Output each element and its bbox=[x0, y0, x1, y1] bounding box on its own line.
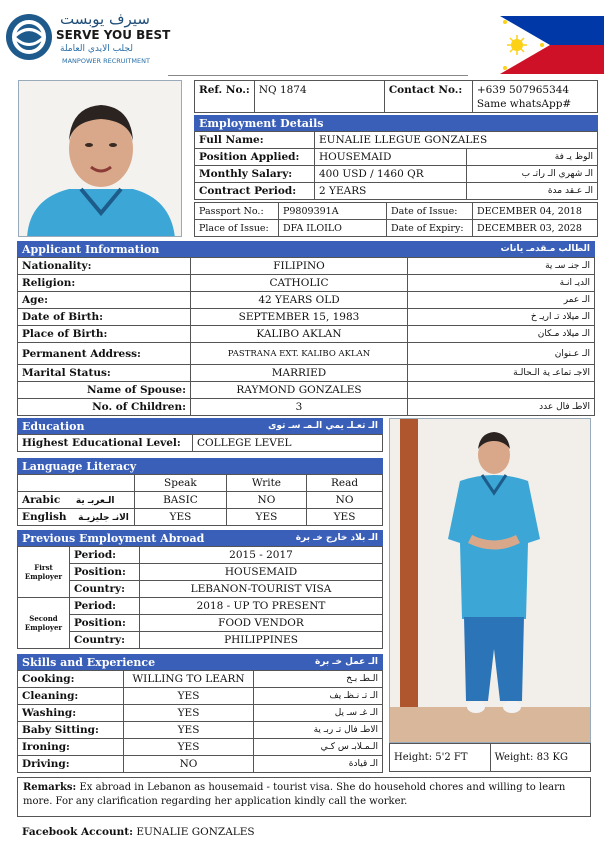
pob-arabic: الـ ميلاد مـكان bbox=[408, 326, 595, 343]
education-header bbox=[17, 418, 383, 434]
header-divider bbox=[168, 75, 468, 76]
issue-date-label: Date of Issue: bbox=[387, 203, 473, 220]
facebook-line bbox=[22, 826, 255, 838]
first-country-label: Country: bbox=[70, 581, 140, 598]
issue-place-label: Place of Issue: bbox=[195, 220, 279, 237]
position-label: Position Applied: bbox=[195, 149, 315, 166]
cooking-value: WILLING TO LEARN bbox=[124, 671, 254, 688]
cleaning-label: Cleaning: bbox=[18, 688, 124, 705]
arabic-speak: BASIC bbox=[135, 492, 227, 509]
remarks-text: Ex abroad in Lebanon as housemaid - tourist visa. She do household chores and willing to learn more. For any clarification regarding her application kindly call the worker. bbox=[23, 782, 566, 807]
english-lang-arabic: الانـ جليزيـة bbox=[78, 513, 129, 523]
ironing-arabic: الـمـلابـ س كـي bbox=[254, 739, 383, 756]
company-logo bbox=[4, 12, 54, 62]
cooking-arabic: الـطـ بـخ bbox=[254, 671, 383, 688]
employment-details-header bbox=[194, 115, 598, 131]
employment-details-title: Employment Details bbox=[199, 116, 324, 130]
weight-value: Weight: 83 KG bbox=[490, 744, 590, 772]
contract-arabic: الـ عـقد مدة bbox=[467, 183, 598, 200]
ironing-label: Ironing: bbox=[18, 739, 124, 756]
address-arabic: الـ عـنوان bbox=[408, 343, 595, 365]
children-arabic: الاطـ فال عدد bbox=[408, 399, 595, 416]
contact-number: +639 507965344 bbox=[476, 84, 570, 96]
second-country-label: Country: bbox=[70, 632, 140, 649]
brand-arabic-name: سيرف يوبست bbox=[60, 10, 150, 28]
language-table bbox=[17, 474, 383, 526]
education-title: Education bbox=[22, 419, 85, 433]
skills-header bbox=[17, 654, 383, 670]
applicant-info-table bbox=[17, 257, 595, 416]
english-read: YES bbox=[307, 509, 383, 526]
english-lang-label: English bbox=[22, 511, 67, 523]
speak-header: Speak bbox=[135, 475, 227, 492]
expiry-label: Date of Expiry: bbox=[387, 220, 473, 237]
previous-employment-table bbox=[17, 546, 383, 649]
applicant-info-header bbox=[17, 241, 595, 257]
facebook-label: Facebook Account: bbox=[22, 826, 133, 838]
first-employer-tag: First Employer bbox=[18, 547, 70, 598]
children-label: No. of Children: bbox=[18, 399, 191, 416]
contract-value: 2 YEARS bbox=[315, 183, 467, 200]
salary-value: 400 USD / 1460 QR bbox=[315, 166, 467, 183]
arabic-write: NO bbox=[226, 492, 306, 509]
full-name-value: EUNALIE LLEGUE GONZALES bbox=[315, 132, 598, 149]
nationality-arabic: الـ جنـ سـ ية bbox=[408, 258, 595, 275]
babysitting-label: Baby Sitting: bbox=[18, 722, 124, 739]
passport-label: Passport No.: bbox=[195, 203, 279, 220]
brand-sub: MANPOWER RECRUITMENT bbox=[62, 57, 150, 65]
first-country-value: LEBANON-TOURIST VISA bbox=[140, 581, 383, 598]
first-position-label: Position: bbox=[70, 564, 140, 581]
cleaning-arabic: الـ تـ نـظـ يف bbox=[254, 688, 383, 705]
skills-title: Skills and Experience bbox=[22, 655, 156, 669]
second-position-label: Position: bbox=[70, 615, 140, 632]
washing-arabic: الـ غـ سـ يل bbox=[254, 705, 383, 722]
education-table bbox=[17, 434, 383, 452]
driving-label: Driving: bbox=[18, 756, 124, 773]
full-name-label: Full Name: bbox=[195, 132, 315, 149]
education-title-arabic: الـ تعـلـ يمي الـمـ سـ توى bbox=[268, 421, 378, 431]
ironing-value: YES bbox=[124, 739, 254, 756]
applicant-photo-full-body bbox=[389, 418, 591, 743]
cooking-label: Cooking: bbox=[18, 671, 124, 688]
salary-arabic: الـ شهري الـ راتـ ب bbox=[467, 166, 598, 183]
second-period-value: 2018 - UP TO PRESENT bbox=[140, 598, 383, 615]
philippines-flag bbox=[500, 16, 604, 74]
read-header: Read bbox=[307, 475, 383, 492]
education-value: COLLEGE LEVEL bbox=[193, 435, 383, 452]
height-value: Height: 5'2 FT bbox=[390, 744, 491, 772]
dob-arabic: الـ ميلاد تـ اريـ خ bbox=[408, 309, 595, 326]
skills-title-arabic: الـ عمل خـ برة bbox=[314, 657, 378, 667]
previous-employment-header bbox=[17, 530, 383, 546]
salary-label: Monthly Salary: bbox=[195, 166, 315, 183]
first-period-value: 2015 - 2017 bbox=[140, 547, 383, 564]
position-arabic: الوظ يـ فة bbox=[467, 149, 598, 166]
spouse-value: RAYMOND GONZALES bbox=[191, 382, 408, 399]
second-position-value: FOOD VENDOR bbox=[140, 615, 383, 632]
contract-label: Contract Period: bbox=[195, 183, 315, 200]
religion-arabic: الديـ انـة bbox=[408, 275, 595, 292]
brand-name: SERVE YOU BEST bbox=[56, 28, 171, 42]
ref-number: NQ 1874 bbox=[254, 81, 384, 113]
first-position-value: HOUSEMAID bbox=[140, 564, 383, 581]
issue-place-value: DFA ILOILO bbox=[279, 220, 387, 237]
language-header bbox=[17, 458, 383, 474]
language-title: Language Literacy bbox=[22, 459, 137, 473]
position-value: HOUSEMAID bbox=[315, 149, 467, 166]
marital-value: MARRIED bbox=[191, 365, 408, 382]
spouse-label: Name of Spouse: bbox=[18, 382, 191, 399]
address-label: Permanent Address: bbox=[18, 343, 191, 365]
reference-table bbox=[194, 80, 598, 113]
washing-label: Washing: bbox=[18, 705, 124, 722]
dob-label: Date of Birth: bbox=[18, 309, 191, 326]
measurements-table bbox=[389, 743, 591, 772]
age-arabic: الـ عمر bbox=[408, 292, 595, 309]
cleaning-value: YES bbox=[124, 688, 254, 705]
nationality-label: Nationality: bbox=[18, 258, 191, 275]
previous-employment-title: Previous Employment Abroad bbox=[22, 531, 205, 545]
write-header: Write bbox=[226, 475, 306, 492]
children-value: 3 bbox=[191, 399, 408, 416]
employment-details-table bbox=[194, 131, 598, 200]
applicant-info-title-arabic: الطالب مـقدمـ يانات bbox=[500, 244, 590, 254]
pob-label: Place of Birth: bbox=[18, 326, 191, 343]
age-label: Age: bbox=[18, 292, 191, 309]
ref-label: Ref. No.: bbox=[195, 81, 255, 113]
pob-value: KALIBO AKLAN bbox=[191, 326, 408, 343]
applicant-photo-portrait bbox=[18, 80, 182, 237]
second-country-value: PHILIPPINES bbox=[140, 632, 383, 649]
skills-table bbox=[17, 670, 383, 773]
previous-employment-title-arabic: الـ بلاد خارج خـ برة bbox=[295, 533, 378, 543]
driving-value: NO bbox=[124, 756, 254, 773]
remarks-label: Remarks: bbox=[23, 782, 77, 793]
brand-arabic-sub: لجلب الايدي العاملة bbox=[60, 44, 133, 54]
nationality-value: FILIPINO bbox=[191, 258, 408, 275]
arabic-read: NO bbox=[307, 492, 383, 509]
passport-value: P9809391A bbox=[279, 203, 387, 220]
arabic-lang-label: Arabic bbox=[22, 494, 61, 506]
second-employer-tag: Second Employer bbox=[18, 598, 70, 649]
arabic-lang-arabic: الـعربـ ية bbox=[75, 496, 115, 506]
english-speak: YES bbox=[135, 509, 227, 526]
dob-value: SEPTEMBER 15, 1983 bbox=[191, 309, 408, 326]
contact-label: Contact No.: bbox=[384, 81, 472, 113]
babysitting-arabic: الاطـ فال تـ ربـ ية bbox=[254, 722, 383, 739]
religion-label: Religion: bbox=[18, 275, 191, 292]
remarks-box bbox=[17, 777, 591, 817]
marital-arabic: الاجـ تماعـ ية الـحالـة bbox=[408, 365, 595, 382]
education-label: Highest Educational Level: bbox=[18, 435, 193, 452]
babysitting-value: YES bbox=[124, 722, 254, 739]
driving-arabic: الـ قيادة bbox=[254, 756, 383, 773]
first-period-label: Period: bbox=[70, 547, 140, 564]
religion-value: CATHOLIC bbox=[191, 275, 408, 292]
marital-label: Marital Status: bbox=[18, 365, 191, 382]
facebook-value: EUNALIE GONZALES bbox=[136, 826, 255, 838]
expiry-value: DECEMBER 03, 2028 bbox=[473, 220, 598, 237]
english-write: YES bbox=[226, 509, 306, 526]
issue-date-value: DECEMBER 04, 2018 bbox=[473, 203, 598, 220]
passport-table bbox=[194, 202, 598, 237]
contact-note: Same whatsApp# bbox=[476, 98, 572, 110]
age-value: 42 YEARS OLD bbox=[191, 292, 408, 309]
address-value: PASTRANA EXT. KALIBO AKLAN bbox=[191, 343, 408, 365]
applicant-info-title: Applicant Information bbox=[22, 242, 160, 256]
washing-value: YES bbox=[124, 705, 254, 722]
second-period-label: Period: bbox=[70, 598, 140, 615]
